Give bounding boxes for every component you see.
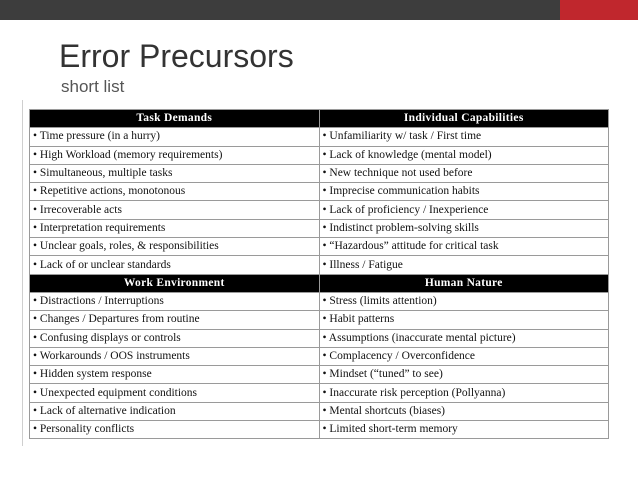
table-row (30, 164, 609, 182)
table-row (30, 366, 609, 384)
table-cell: • Workarounds / OOS instruments (30, 347, 320, 365)
table-cell: • Illness / Fatigue (319, 256, 609, 274)
table-cell: • Mindset (“tuned” to see) (319, 366, 609, 384)
slide-top-accent (560, 0, 638, 20)
table-cell: • Irrecoverable acts (30, 201, 320, 219)
header-human-nature: Human Nature (319, 274, 609, 292)
table-cell: • New technique not used before (319, 164, 609, 182)
table-cell: • Repetitive actions, monotonous (30, 183, 320, 201)
table-cell: • Changes / Departures from routine (30, 311, 320, 329)
table-cell: • Imprecise communication habits (319, 183, 609, 201)
table-cell: • Unclear goals, roles, & responsibilities (30, 238, 320, 256)
table-row (30, 292, 609, 310)
table-row (30, 421, 609, 439)
table-header-row (30, 110, 609, 128)
table-cell: • Lack of alternative indication (30, 402, 320, 420)
table-cell: • Limited short-term memory (319, 421, 609, 439)
table-row (30, 146, 609, 164)
table-cell: • Habit patterns (319, 311, 609, 329)
table-cell: • Unfamiliarity w/ task / First time (319, 128, 609, 146)
table-cell: • Lack of knowledge (mental model) (319, 146, 609, 164)
slide-left-divider (22, 100, 23, 446)
table-cell: • Personality conflicts (30, 421, 320, 439)
table-cell: • Lack of proficiency / Inexperience (319, 201, 609, 219)
table-row (30, 347, 609, 365)
table-row (30, 128, 609, 146)
table-header-row (30, 274, 609, 292)
table-cell: • Indistinct problem-solving skills (319, 219, 609, 237)
table-cell: • Complacency / Overconfidence (319, 347, 609, 365)
slide-title: Error Precursors (59, 38, 294, 74)
table-row (30, 311, 609, 329)
table-row (30, 201, 609, 219)
table-cell: • Confusing displays or controls (30, 329, 320, 347)
table-cell: • Assumptions (inaccurate mental picture) (319, 329, 609, 347)
table-cell: • Mental shortcuts (biases) (319, 402, 609, 420)
table-cell: • “Hazardous” attitude for critical task (319, 238, 609, 256)
table-cell: • Stress (limits attention) (319, 292, 609, 310)
slide-top-bar (0, 0, 638, 20)
table-row (30, 183, 609, 201)
table-row (30, 238, 609, 256)
header-individual-capabilities: Individual Capabilities (319, 110, 609, 128)
slide-subtitle: short list (61, 77, 125, 96)
table-cell: • Inaccurate risk perception (Pollyanna) (319, 384, 609, 402)
header-work-environment: Work Environment (30, 274, 320, 292)
table-row (30, 384, 609, 402)
header-task-demands: Task Demands (30, 110, 320, 128)
table-cell: • Time pressure (in a hurry) (30, 128, 320, 146)
table-row (30, 402, 609, 420)
table-row (30, 219, 609, 237)
error-precursors-table (29, 109, 609, 439)
table-cell: • Distractions / Interruptions (30, 292, 320, 310)
table-cell: • High Workload (memory requirements) (30, 146, 320, 164)
table-cell: • Simultaneous, multiple tasks (30, 164, 320, 182)
table-cell: • Unexpected equipment conditions (30, 384, 320, 402)
table-cell: • Hidden system response (30, 366, 320, 384)
table-cell: • Lack of or unclear standards (30, 256, 320, 274)
table-row (30, 329, 609, 347)
table-row (30, 256, 609, 274)
table-cell: • Interpretation requirements (30, 219, 320, 237)
